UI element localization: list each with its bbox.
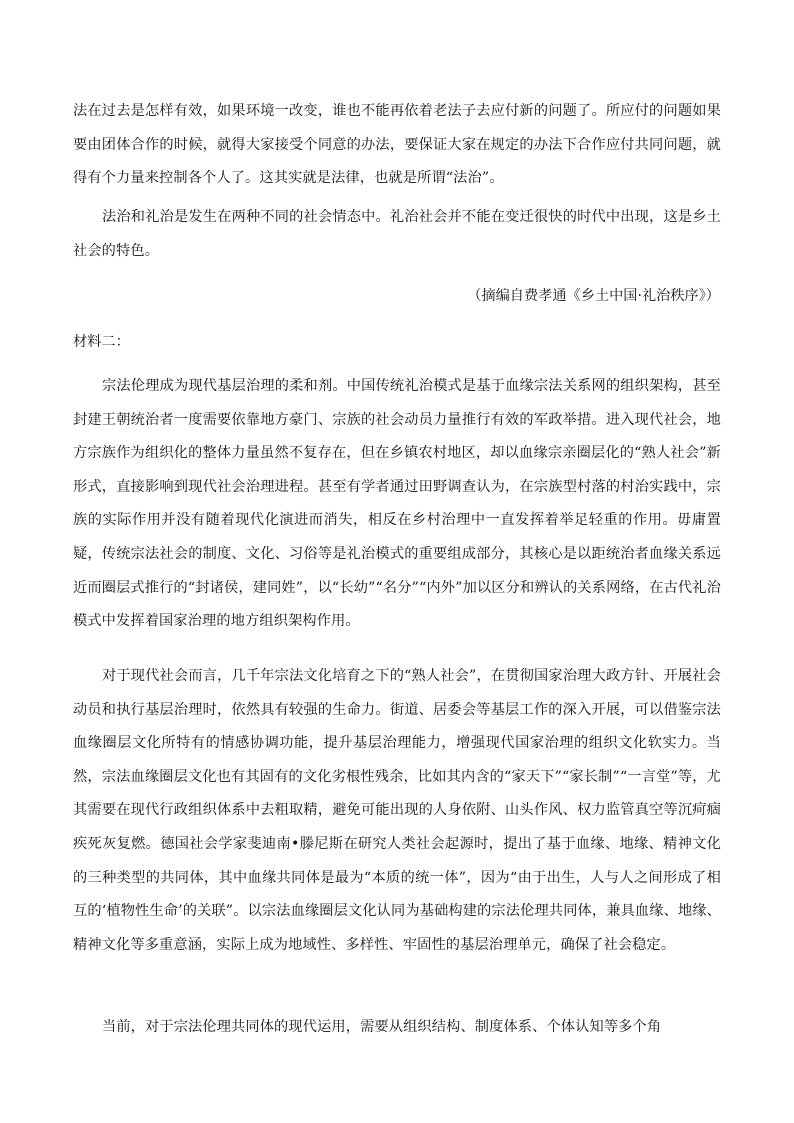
- section-label-material-two: 材料二：: [73, 334, 130, 350]
- paragraph-rule-of-law-vs-rites: 法治和礼治是发生在两种不同的社会情态中。礼治社会并不能在变迁很快的时代中出现，这是乡土社会的特色。: [73, 209, 721, 259]
- paragraph-modern-society: 对于现代社会而言，几千年宗法文化培育之下的“熟人社会”，在贯彻国家治理大政方针、开展社会动员和执行基层治理时，依然具有较强的生命力。街道、居委会等基层工作的深入开展，可以借鉴宗法血缘圈层文化所特有的情感协调功能，提升基层治理能力，增强现代国家治理的组织文化软实力。当然，宗法血缘圈层文化也有其固有的文化劣根性残余，比如其内含的“家天下”“家长制”“一言堂”等，尤其需要在现代行政组织体系中去粗取精，避免可能出现的人身依附、山头作风、权力监管真空等沉疴痼疾死灰复燃。德国社会学家斐迪南•滕尼斯在研究人类社会起源时，提出了基于血缘、地缘、精神文化的三种类型的共同体，其中血缘共同体是最为“本质的统一体”，因为“由于出生，人与人之间形成了相互的‘植物性生命’的关联”。以宗法血缘圈层文化认同为基础构建的宗法伦理共同体，兼具血缘、地缘、精神文化等多重意涵，实际上成为地域性、多样性、牢固性的基层治理单元，确保了社会稳定。: [73, 668, 721, 953]
- paragraph-current-application: 当前，对于宗法伦理共同体的现代运用，需要从组织结构、制度体系、个体认知等多个角: [102, 1019, 662, 1035]
- paragraph-continuation: 法在过去是怎样有效，如果环境一改变，谁也不能再依着老法子去应付新的问题了。所应付的问题如果要由团体合作的时候，就得大家接受个同意的办法，要保证大家在规定的办法下合作应付共同问题，就得有个力量来控制各个人了。这其实就是法律，也就是所谓“法治”。: [73, 103, 721, 187]
- source-citation: （摘编自费孝通《乡土中国·礼治秩序》）: [467, 288, 720, 304]
- paragraph-clan-ethics-governance: 宗法伦理成为现代基层治理的柔和剂。中国传统礼治模式是基于血缘宗法关系网的组织架构，甚至封建王朝统治者一度需要依靠地方豪门、宗族的社会动员力量推行有效的军政举措。进入现代社会，地方宗族作为组织化的整体力量虽然不复存在，但在乡镇农村地区，却以血缘宗亲圈层化的“熟人社会”新形式，直接影响到现代社会治理进程。甚至有学者通过田野调查认为，在宗族型村落的村治实践中，宗族的实际作用并没有随着现代化演进而消失，相反在乡村治理中一直发挥着举足轻重的作用。毋庸置疑，传统宗法社会的制度、文化、习俗等是礼治模式的重要组成部分，其核心是以距统治者血缘关系远近而圈层式推行的“封诸侯，建同姓”，以“长幼”“名分”“内外”加以区分和辨认的关系网络，在古代礼治模式中发挥着国家治理的地方组织架构作用。: [73, 378, 721, 630]
